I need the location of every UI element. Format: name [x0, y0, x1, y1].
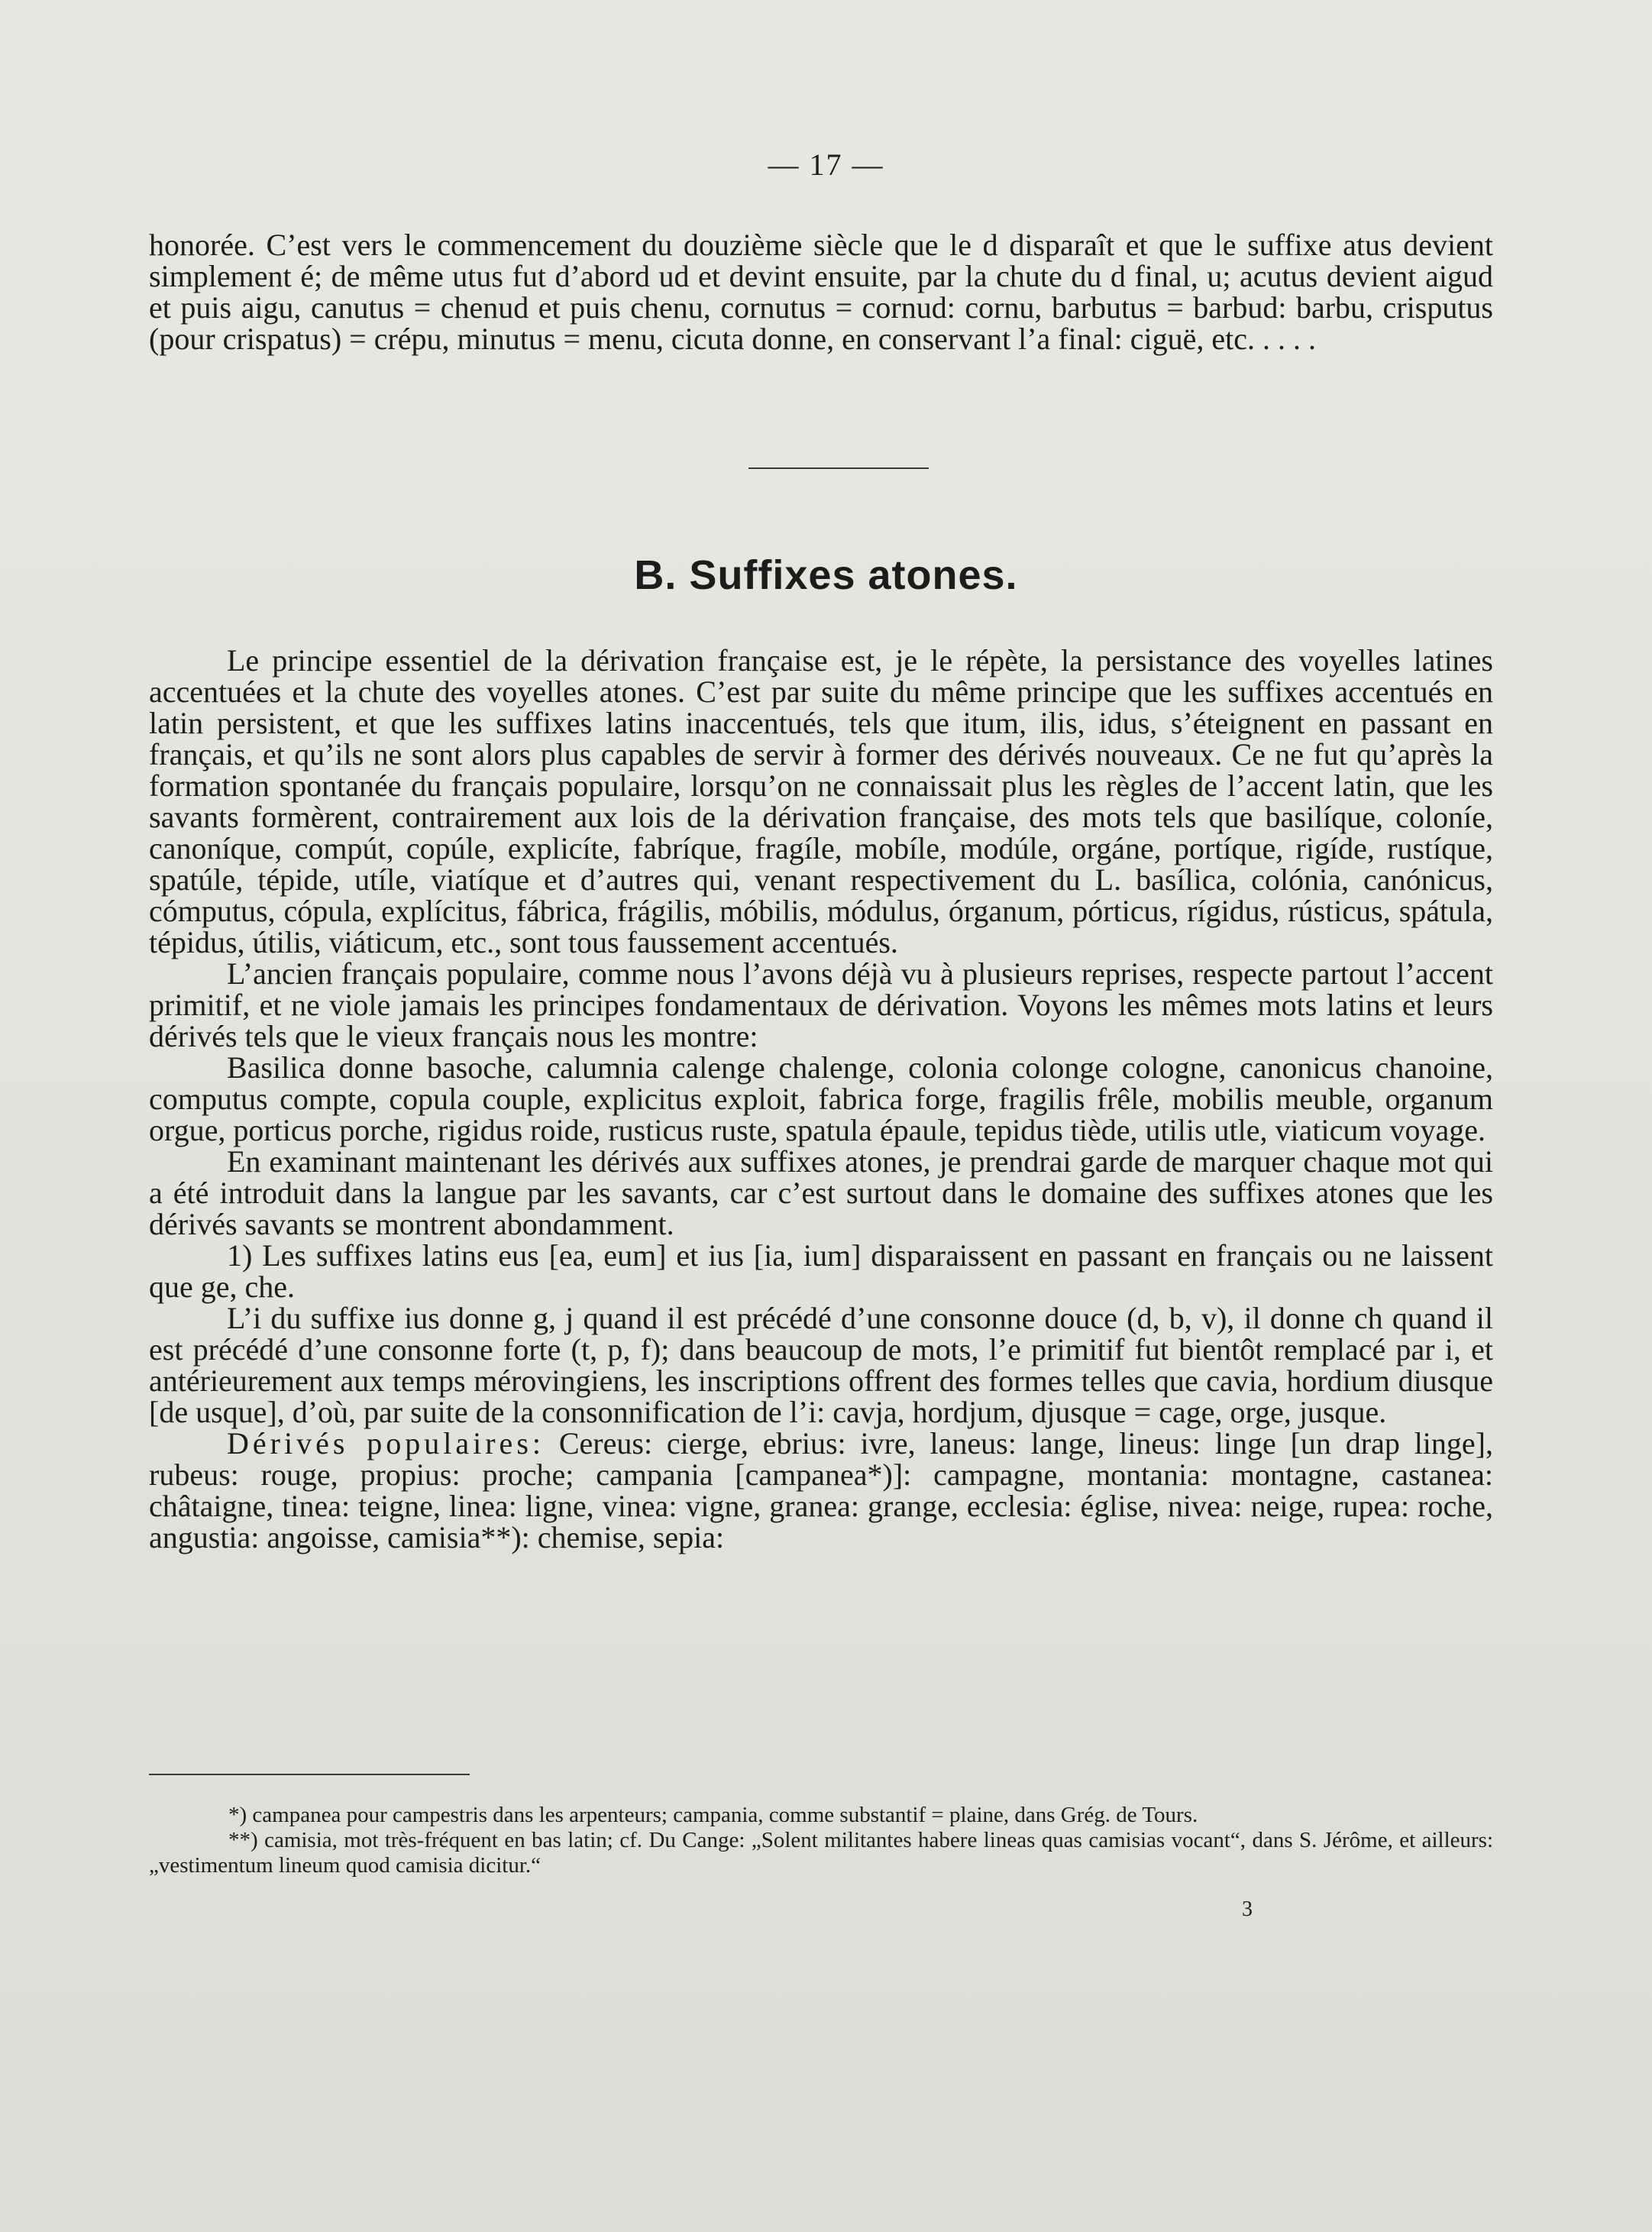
- page-number: — 17 —: [768, 147, 884, 182]
- footnotes: [149, 1803, 1493, 1878]
- paragraph-i-suffix: L’i du suffixe ius donne g, j quand il est précédé d’une consonne douce (d, b, v), il donne ch quand il est précédé d’une consonne forte (t, p, f); dans beaucoup de mots, l’e primitif fut bientôt remplacé par i, et antérieurement aux temps mérovingiens, les inscriptions offrent des formes telles que cavia, hordium diusque [de usque], d’où, par suite de la consonnification de l’i: cavja, hordjum, djusque = cage, orge, jusque.: [149, 1301, 1493, 1429]
- section-title: B. Suffixes atones.: [634, 552, 1018, 598]
- paragraph-principle: Le principe essentiel de la dérivation française est, je le répète, la persistance des voyelles latines accentuées et la chute des voyelles atones. C’est par suite du même principe que les suffixes accentués en latin persistent, et que les suffixes latins inaccentués, tels que itum, ilis, idus, s’éteignent en passant en français, et qu’ils ne sont alors plus capables de servir à former des dérivés nouveaux. Ce ne fut qu’après la formation spontanée du français populaire, lorsqu’on ne connaissait plus les règles de l’accent latin, que les savants formèrent, contrairement aux lois de la dérivation française, des mots tels que basilíque, coloníe, canoníque, compút, copúle, explicíte, fabríque, fragíle, mobíle, modúle, orgáne, portíque, rigíde, rustíque, spatúle, tépide, utíle, viatíque et d’autres qui, venant respectivement du L. basílica, colónia, canónicus, cómputus, cópula, explícitus, fábrica, frágilis, móbilis, módulus, órganum, pórticus, rígidus, rústicus, spátula, tépidus, útilis, viáticum, etc., sont tous faussement accentués.: [149, 643, 1493, 959]
- intro-paragraph: honorée. C’est vers le commencement du douzième siècle que le d disparaît et que le suffixe atus devient simplement é; de même utus fut d’abord ud et devint ensuite, par la chute du d final, u; acutus devient aigud et puis aigu, canutus = chenud et puis chenu, cornutus = cornud: cornu, barbutus = barbud: barbu, crisputus (pour crispatus) = crépu, minutus = menu, cicuta donne, en conservant l’a final: ciguë, etc. . . . .: [149, 228, 1493, 356]
- signature-mark: 3: [1242, 1897, 1253, 1921]
- popular-derivatives-label: Dérivés populaires:: [227, 1426, 545, 1461]
- footnote-1: *) campanea pour campestris dans les arpenteurs; campania, comme substantif = plaine, dans Grég. de Tours.: [228, 1803, 1198, 1827]
- paragraph-rule-1: 1) Les suffixes latins eus [ea, eum] et ius [ia, ium] disparaissent en passant en français ou ne laissent que ge, che.: [149, 1238, 1493, 1304]
- paragraph-old-french: L’ancien français populaire, comme nous l’avons déjà vu à plusieurs reprises, respecte partout l’accent primitif, et ne viole jamais les principes fondamentaux de dérivation. Voyons les mêmes mots latins et leurs dérivés tels que le vieux français nous les montre:: [149, 956, 1493, 1053]
- paragraph-examples: Basilica donne basoche, calumnia calenge chalenge, colonia colonge cologne, canonicus chanoine, computus compte, copula couple, explicitus exploit, fabrica forge, fragilis frêle, mobilis meuble, organum orgue, porticus porche, rigidus roide, rusticus ruste, spatula épaule, tepidus tiède, utilis utle, viaticum voyage.: [149, 1050, 1493, 1147]
- paragraph-examining: En examinant maintenant les dérivés aux suffixes atones, je prendrai garde de marquer chaque mot qui a été introduit dans la langue par les savants, car c’est surtout dans le domaine des suffixes atones que les dérivés savants se montrent abondamment.: [149, 1144, 1493, 1241]
- popular-derivatives-text: Cereus: cierge, ebrius: ivre, laneus: lange, lineus: linge [un drap linge], rubeus: rouge, propius: proche; campania [campanea*)]: campagne, montania: montagne, castanea: châtaigne, tinea: teigne, linea: ligne, vinea: vigne, granea: grange, ecclesia: église, nivea: neige, rupea: roche, angustia: angoisse, camisia**): chemise, sepia:: [149, 1426, 1493, 1554]
- intro-paragraph-block: [149, 229, 1493, 354]
- footnote-2: **) camisia, mot très-fréquent en bas latin; cf. Du Cange: „Solent militantes habere lineas quas camisias vocant“, dans S. Jérôme, et ailleurs: „vestimentum lineum quod camisia dicitur.“: [149, 1828, 1493, 1878]
- paragraph-popular-derivatives: [149, 1428, 1493, 1553]
- section-divider: [748, 467, 929, 469]
- footnote-rule: [149, 1774, 470, 1775]
- main-text: [149, 645, 1493, 1553]
